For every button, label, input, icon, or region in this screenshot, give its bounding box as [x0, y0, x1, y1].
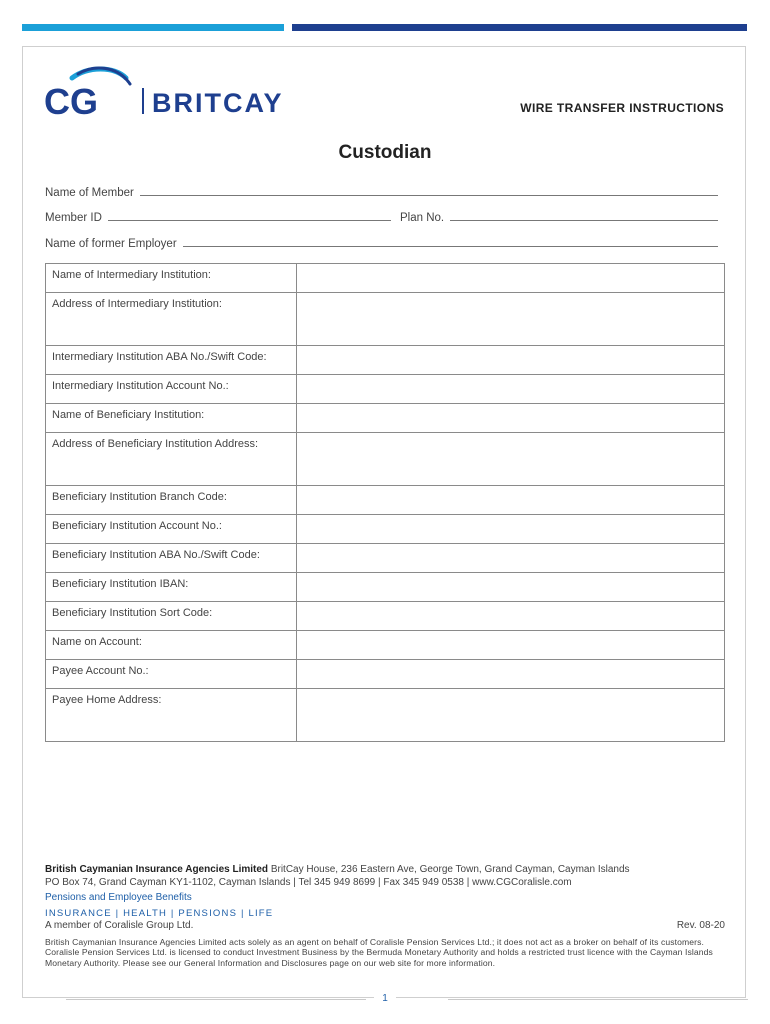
member-name-line[interactable]: [140, 185, 718, 196]
footer-address: BritCay House, 236 Eastern Ave, George Town, Grand Cayman, Cayman Islands: [270, 864, 630, 875]
wire-row-value-field[interactable]: [297, 375, 725, 404]
member-name-label: Name of Member: [45, 187, 134, 199]
wire-row-label: Payee Home Address:: [46, 689, 297, 742]
wire-row-value-field[interactable]: [297, 544, 725, 573]
plan-no-label: Plan No.: [400, 212, 445, 224]
wire-row-value-field[interactable]: [297, 631, 725, 660]
wire-row-value-field[interactable]: [297, 689, 725, 742]
wire-row-value-field[interactable]: [297, 293, 725, 346]
wire-row: [46, 346, 725, 375]
wire-row-label: Beneficiary Institution ABA No./Swift Code:: [46, 544, 297, 573]
page-number-text: 1: [374, 993, 396, 1004]
wire-row-value-field[interactable]: [297, 264, 725, 293]
wire-row: [46, 689, 725, 742]
wire-row-value-field[interactable]: [297, 404, 725, 433]
member-id-field[interactable]: [45, 210, 391, 224]
wire-row: [46, 602, 725, 631]
wire-row-value-field[interactable]: [297, 433, 725, 486]
footer-membership-row: [45, 920, 725, 931]
member-name-field[interactable]: [45, 185, 718, 199]
wire-row-label: Beneficiary Institution Sort Code:: [46, 602, 297, 631]
wire-row-label: Name of Beneficiary Institution:: [46, 404, 297, 433]
logo-mark: CG: [44, 81, 98, 120]
wire-row: [46, 375, 725, 404]
footer-member-of: A member of Coralisle Group Ltd.: [45, 920, 194, 931]
wire-row-label: Beneficiary Institution Branch Code:: [46, 486, 297, 515]
wire-row-value-field[interactable]: [297, 515, 725, 544]
footer-company-line: [45, 864, 725, 875]
wire-row-value-field[interactable]: [297, 346, 725, 375]
wire-row-label: Beneficiary Institution IBAN:: [46, 573, 297, 602]
wire-row-label: Address of Beneficiary Institution Address:: [46, 433, 297, 486]
footer-revision: Rev. 08-20: [676, 920, 725, 931]
footer-tagline: Pensions and Employee Benefits: [45, 892, 192, 903]
wire-row-label: Address of Intermediary Institution:: [46, 293, 297, 346]
wire-row: [46, 631, 725, 660]
former-employer-line[interactable]: [183, 236, 718, 247]
member-id-label: Member ID: [45, 212, 102, 224]
wire-row: [46, 660, 725, 689]
former-employer-field[interactable]: [45, 236, 718, 250]
footer-company-name: British Caymanian Insurance Agencies Limited: [45, 864, 269, 875]
document-type-heading: WIRE TRANSFER INSTRUCTIONS: [520, 101, 724, 115]
logo-word: BRITCAY: [152, 88, 284, 118]
page-number: [0, 993, 770, 1007]
wire-row: [46, 264, 725, 293]
top-accent-bar-light: [22, 24, 284, 31]
wire-row: [46, 293, 725, 346]
wire-row-value-field[interactable]: [297, 602, 725, 631]
wire-row: [46, 404, 725, 433]
wire-row-label: Name on Account:: [46, 631, 297, 660]
wire-row: [46, 515, 725, 544]
wire-row-label: Payee Account No.:: [46, 660, 297, 689]
footer-lines-of-business: INSURANCE | HEALTH | PENSIONS | LIFE: [45, 908, 274, 919]
wire-row-label: Intermediary Institution ABA No./Swift Code:: [46, 346, 297, 375]
former-employer-label: Name of former Employer: [45, 238, 177, 250]
form-title: Custodian: [338, 142, 432, 163]
footer-disclaimer: British Caymanian Insurance Agencies Limited acts solely as an agent on behalf of Coralisle Pension Services Ltd.; it does not act as a broker on behalf of its customers. Coralisle Pension Services Ltd. is licensed to conduct Investment Business by the Bermuda Monetary Authority and holds a restricted trust licence with the Cayman Islands Monetary Authority. Please see our General Information and Disclosures page on our web site for more information.: [45, 937, 713, 968]
plan-no-line[interactable]: [450, 210, 718, 221]
wire-details-table: [45, 263, 725, 742]
wire-row: [46, 573, 725, 602]
wire-row-label: Name of Intermediary Institution:: [46, 264, 297, 293]
member-id-line[interactable]: [108, 210, 391, 221]
plan-no-field[interactable]: [400, 210, 718, 224]
top-accent-bar-dark: [292, 24, 747, 31]
wire-row-label: Beneficiary Institution Account No.:: [46, 515, 297, 544]
wire-row-label: Intermediary Institution Account No.:: [46, 375, 297, 404]
wire-row-value-field[interactable]: [297, 486, 725, 515]
wire-row-value-field[interactable]: [297, 660, 725, 689]
footer-contact: PO Box 74, Grand Cayman KY1-1102, Cayman Islands | Tel 345 949 8699 | Fax 345 949 0538 | www.CGCoralisle.com: [45, 877, 572, 888]
wire-row: [46, 486, 725, 515]
britcay-logo: [44, 64, 334, 120]
wire-row: [46, 433, 725, 486]
wire-row: [46, 544, 725, 573]
wire-row-value-field[interactable]: [297, 573, 725, 602]
